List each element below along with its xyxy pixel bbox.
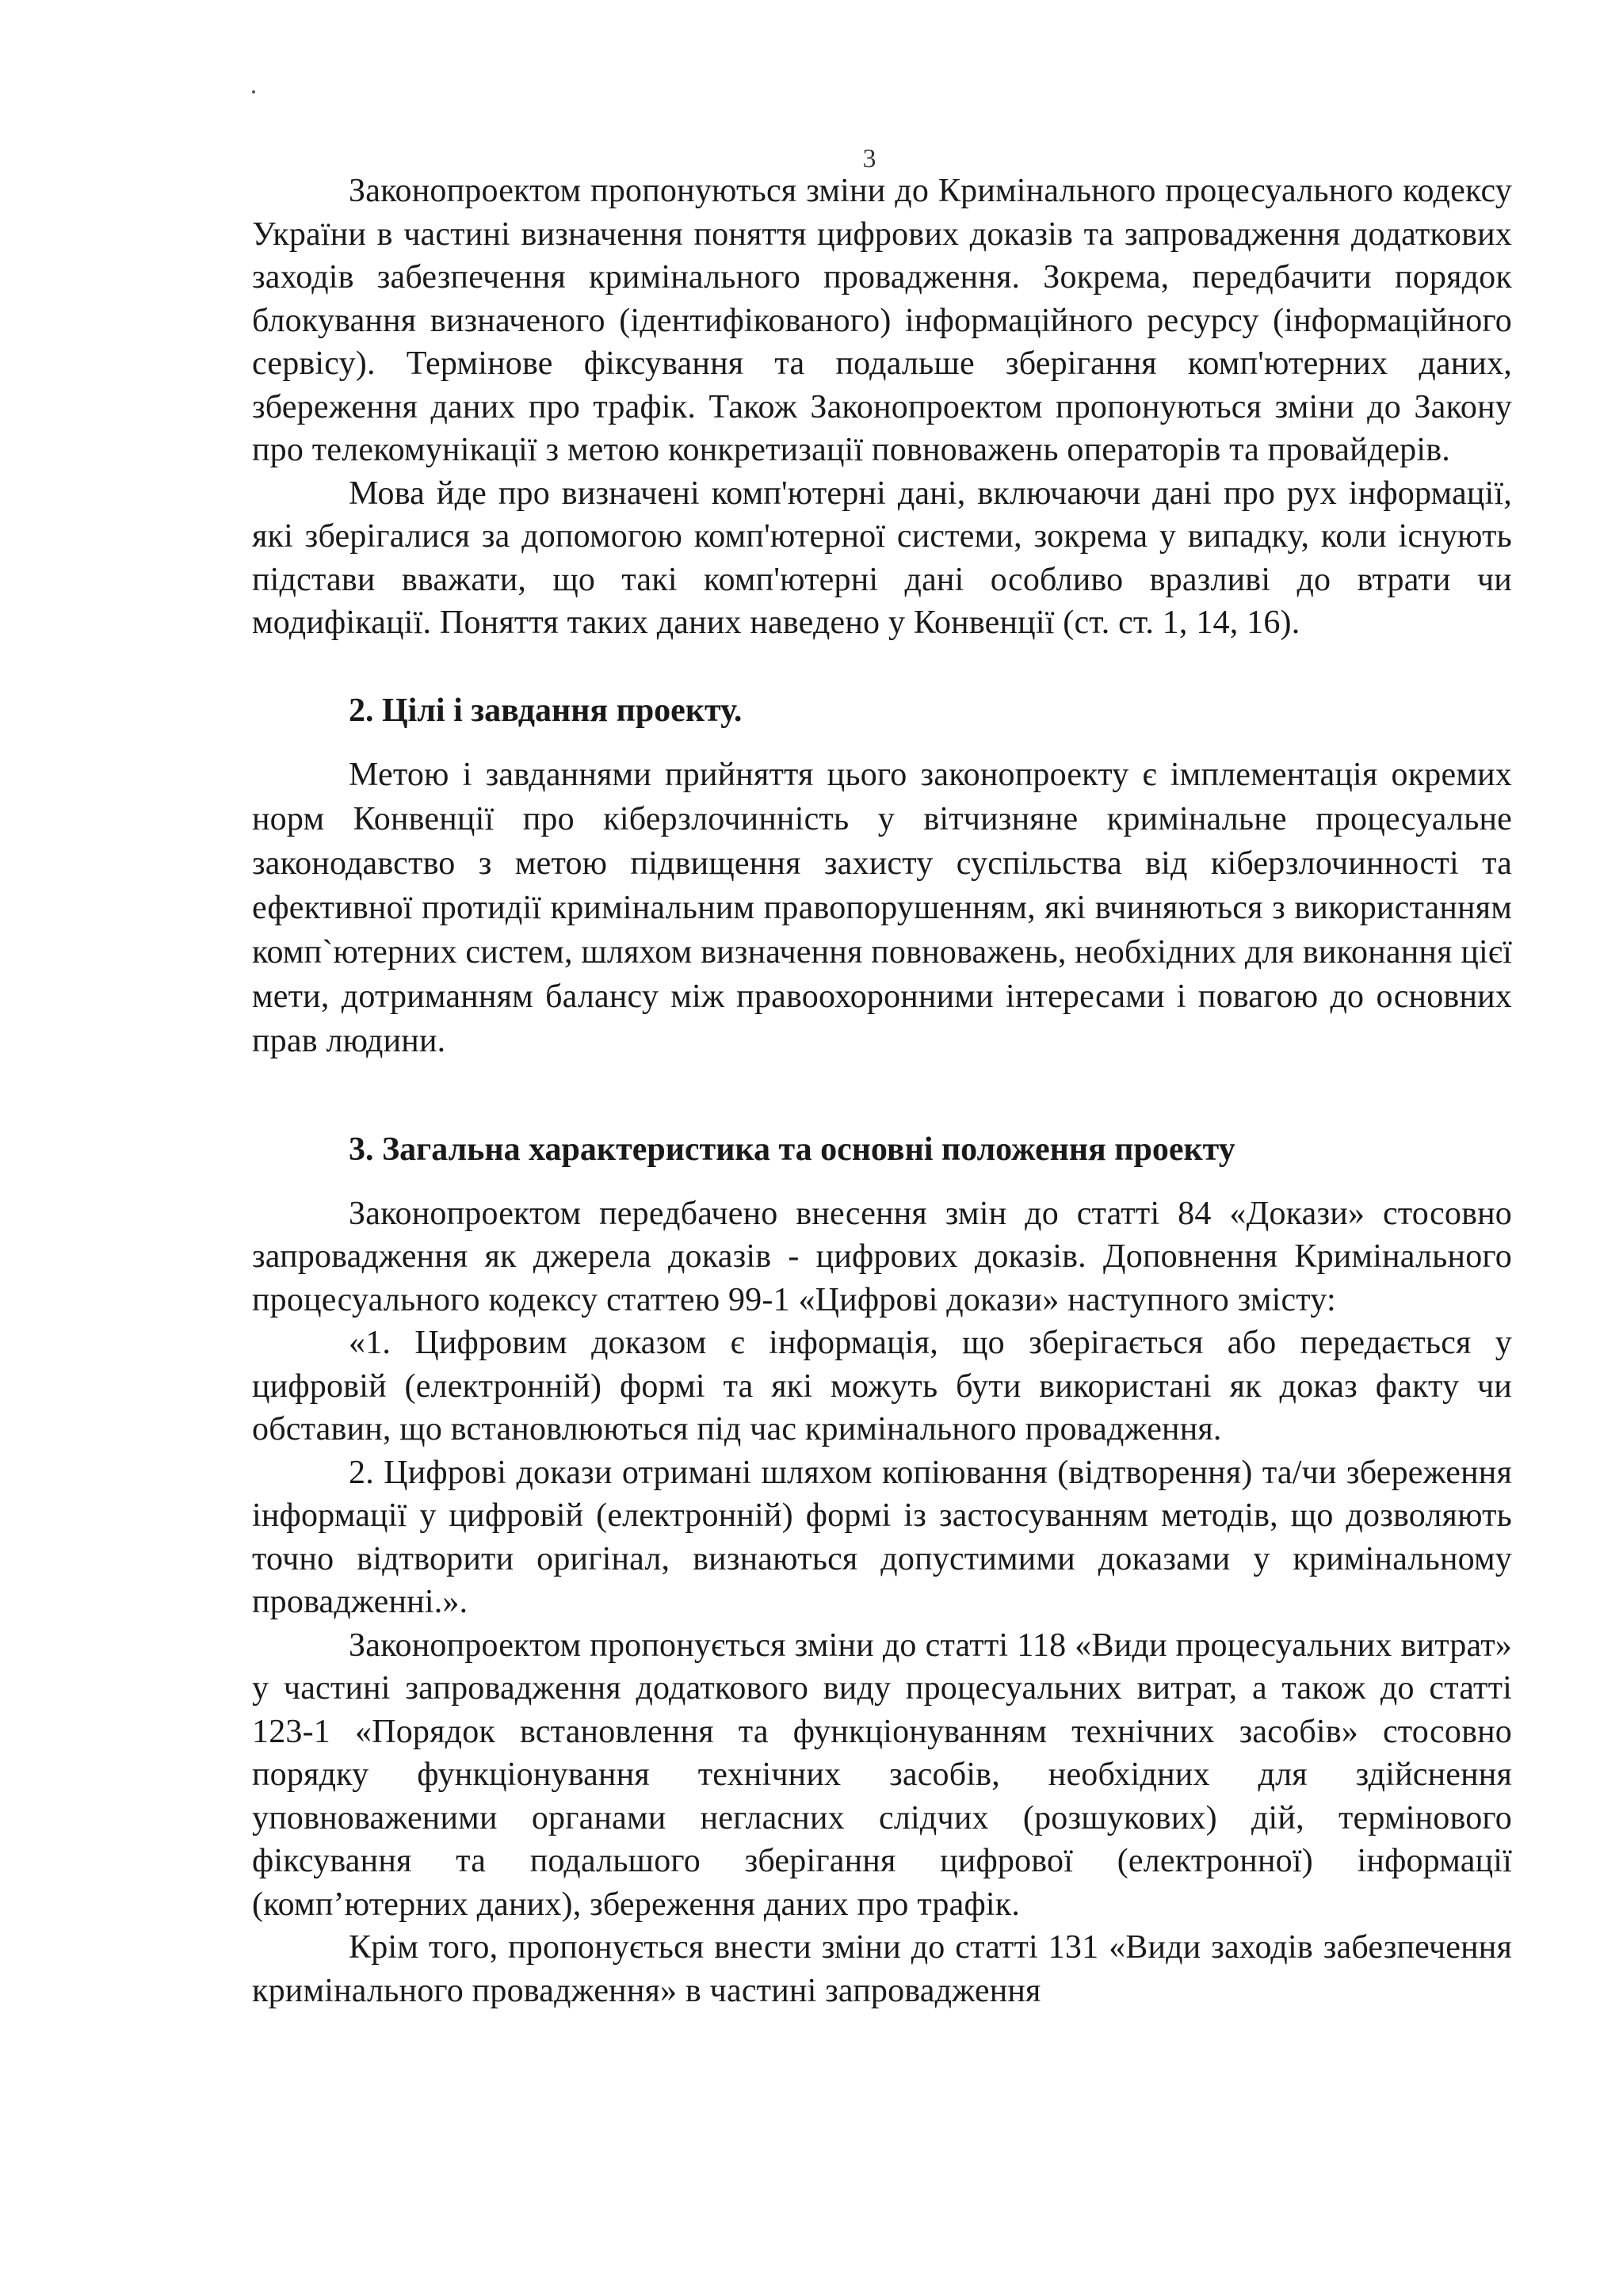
characteristics-paragraph-2: «1. Цифровим доказом є інформація, що зберігається або передається у цифровій (електронній) формі та які можуть бути використані як доказ факту чи обставин, що встановлюються під час кримінального провадження. [252,1325,1512,1447]
intro-paragraph-2: Мова йде про визначені комп'ютерні дані, включаючи дані про рух інформації, які зберігалися за допомогою комп'ютерної системи, зокрема у випадку, коли існують підстави вважати, що такі комп'ютерні дані особливо вразливі до втрати чи модифікації. Поняття таких даних наведено у Конвенції (ст. ст. 1, 14, 16). [252,475,1512,641]
characteristics-paragraph-5: Крім того, пропонується внести зміни до статті 131 «Види заходів забезпечення кримінального провадження» в частині запровадження [252,1929,1512,2009]
section-heading-goals: 2. Цілі і завдання проекту. [349,692,743,729]
section-heading-characteristics: 3. Загальна характеристика та основні положення проекту [349,1131,1235,1168]
scan-speck [252,90,255,93]
characteristics-paragraph-3: 2. Цифрові докази отримані шляхом копіювання (відтворення) та/чи збереження інформації у цифровій (електронній) формі із застосуванням методів, що дозволяють точно відтворити оригінал, визнаються допустимими доказами у кримінальному провадженні.». [252,1454,1512,1620]
goals-paragraph: Метою і завданнями прийняття цього законопроекту є імплементація окремих норм Конвенції про кіберзлочинність у вітчизняне кримінальне процесуальне законодавство з метою підвищення захисту суспільства від кіберзлочинності та ефективної протидії кримінальним правопорушенням, які вчиняються з використанням комп`ютерних систем, шляхом визначення повноважень, необхідних для виконання цієї мети, дотриманням балансу між правоохоронними інтересами і повагою до основних прав людини. [252,757,1512,1059]
page-number: 3 [862,144,876,174]
characteristics-paragraph-1: Законопроектом передбачено внесення змін до статті 84 «Докази» стосовно запровадження як джерела доказів - цифрових доказів. Доповнення Кримінального процесуального кодексу статтею 99-1 «Цифрові докази» наступного змісту: [252,1195,1512,1318]
intro-paragraph-1: Законопроектом пропонуються зміни до Кримінального процесуального кодексу України в частині визначення поняття цифрових доказів та запровадження додаткових заходів забезпечення кримінального провадження. Зокрема, передбачити порядок блокування визначеного (ідентифікованого) інформаційного ресурсу (інформаційного сервісу). Термінове фіксування та подальше зберігання комп'ютерних даних, збереження даних про трафік. Також Законопроектом пропонуються зміни до Закону про телекомунікації з метою конкретизації повноважень операторів та провайдерів. [252,173,1512,468]
document-body [252,170,1512,2012]
characteristics-paragraph-4: Законопроектом пропонується зміни до статті 118 «Види процесуальних витрат» у частині запровадження додаткового виду процесуальних витрат, а також до статті 123-1 «Порядок встановлення та функціонуванням технічних засобів» стосовно порядку функціонування технічних засобів, необхідних для здійснення уповноваженими органами негласних слідчих (розшукових) дій, термінового фіксування та подальшого зберігання цифрової (електронної) інформації (комп’ютерних даних), збереження даних про трафік. [252,1627,1512,1923]
